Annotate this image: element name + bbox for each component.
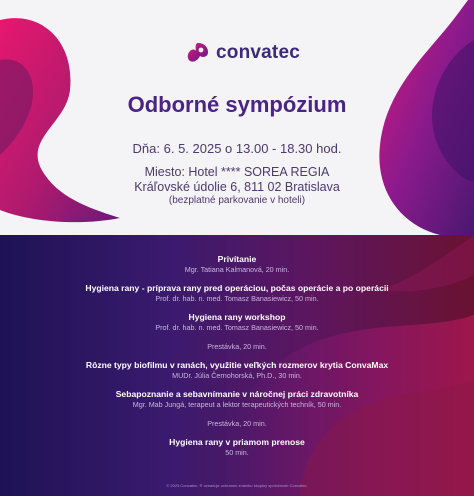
event-address: Kráľovské údolie 6, 811 02 Bratislava (134, 180, 340, 194)
header-section (0, 0, 474, 235)
program-item-title: Privítanie (217, 254, 257, 264)
brand-logo (186, 38, 300, 68)
event-place: Miesto: Hotel **** SOREA REGIA (144, 165, 330, 179)
convatec-logo-icon (186, 41, 210, 65)
program-break: Prestávka, 20 min. (207, 419, 267, 428)
program-item (0, 254, 474, 275)
program-item (0, 389, 474, 410)
program-item-detail: Prof. dr. hab. n. med. Tomasz Banasiewicz, 50 min. (155, 323, 319, 332)
program-item-title: Hygiena rany - príprava rany pred operáciou, počas operácie a po operácii (85, 283, 389, 293)
program-item-detail: MUDr. Júlia Černohorská, Ph.D., 30 min. (172, 371, 302, 380)
program-item-detail: Prof. dr. hab. n. med. Tomasz Banasiewicz, 50 min. (155, 294, 319, 303)
program-item (0, 360, 474, 381)
program-break: Prestávka, 20 min. (207, 342, 267, 351)
program-item-title: Hygiena rany workshop (188, 312, 286, 322)
program-item-title: Rôzne typy biofilmu v ranách, využitie veľkých rozmerov krytia ConvaMax (85, 360, 389, 370)
event-date: Dňa: 6. 5. 2025 o 13.00 - 18.30 hod. (132, 141, 342, 156)
program-item-detail: 50 min. (225, 448, 249, 457)
footer-note: © 2025 Convatec. ® označuje ochrannú známku skupiny spoločností Convatec. (166, 483, 308, 488)
parking-note: (bezplatné parkovanie v hoteli) (168, 195, 306, 206)
brand-name: convatec (216, 42, 300, 63)
event-title: Odborné sympózium (127, 92, 347, 117)
program-item (0, 437, 474, 458)
program-section (0, 235, 474, 496)
program-item-detail: Mgr. Tatiana Kalmanová, 20 min. (184, 265, 290, 274)
program-item (0, 283, 474, 304)
program-item-title: Sebapoznanie a sebavnímanie v náročnej práci zdravotníka (115, 389, 359, 399)
program-item (0, 312, 474, 333)
program-item-detail: Mgr. Mab Jungá, terapeut a lektor terapeutických techník, 50 min. (132, 400, 342, 409)
program-item-title: Hygiena rany v priamom prenose (169, 437, 305, 447)
